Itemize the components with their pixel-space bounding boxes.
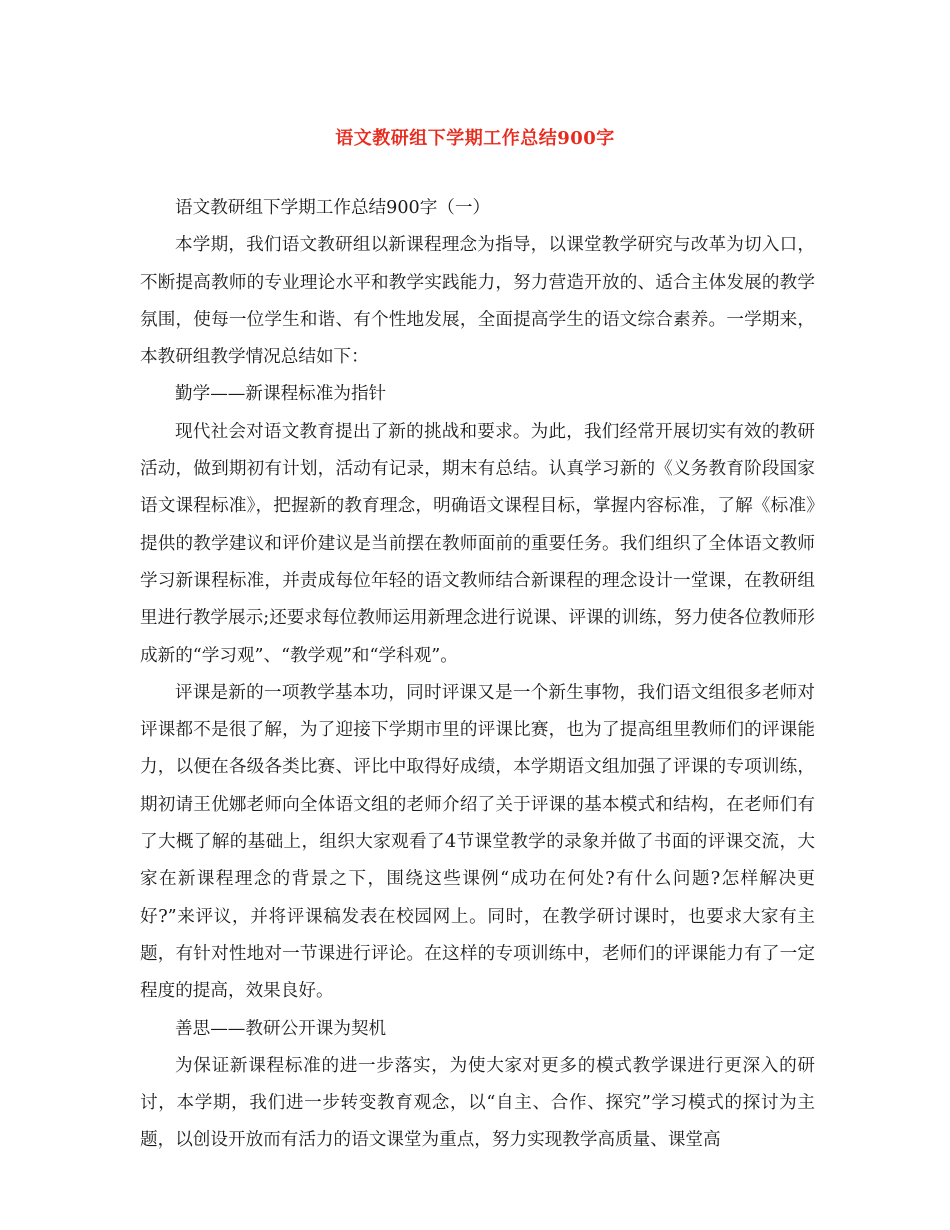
paragraph-open-lessons: 为保证新课程标准的进一步落实，为使大家对更多的模式教学课进行更深入的研讨，本学期，我们进一步转变教育观念，以“自主、合作、探究”学习模式的探讨为主题，以创设开放而有活力的语文课堂为重点，努力实现教学高质量、课堂高 <box>140 1055 815 1151</box>
paragraph-lesson-evaluation: 评课是新的一项教学基本功，同时评课又是一个新生事物，我们语文组很多老师对评课都不是很了解，为了迎接下学期市里的评课比赛，也为了提高组里教师们的评课能力，以便在各级各类比赛、评比中取得好成绩，本学期语文组加强了评课的专项训练，期初请王优娜老师向全体语文组的老师介绍了关于评课的基本模式和结构，在老师们有了大概了解的基础上，组织大家观看了4节课堂教学的录象并做了书面的评课交流，大家在新课程理念的背景之下，围绕这些课例“成功在何处?有什么问题?怎样解决更好?”来评议，并将评课稿发表在校园网上。同时，在教学研讨课时，也要求大家有主题，有针对性地对一节课进行评论。在这样的专项训练中，老师们的评课能力有了一定程度的提高，效果良好。 <box>140 682 815 1002</box>
paragraph-curriculum-standards: 现代社会对语文教育提出了新的挑战和要求。为此，我们经常开展切实有效的教研活动，做到期初有计划，活动有记录，期末有总结。认真学习新的《义务教育阶段国家语文课程标准》，把握新的教育理念，明确语文课程目标，掌握内容标准，了解《标准》提供的教学建议和评价建议是当前摆在教师面前的重要任务。我们组织了全体语文教师学习新课程标准，并责成每位年轻的语文教师结合新课程的理念设计一堂课，在教研组里进行教学展示;还要求每位教师运用新理念进行说课、评课的训练，努力使各位教师形成新的“学习观”、“教学观”和“学科观”。 <box>140 421 815 666</box>
section-heading-part-one: 语文教研组下学期工作总结900字（一） <box>175 198 491 218</box>
document-body <box>140 190 815 1160</box>
subheading-diligent-study: 勤学——新课程标准为指针 <box>175 384 387 405</box>
subheading-good-thinking: 善思——教研公开课为契机 <box>175 1018 387 1039</box>
document-title: 语文教研组下学期工作总结900字 <box>335 128 615 149</box>
intro-paragraph: 本学期，我们语文教研组以新课程理念为指导，以课堂教学研究与改革为切入口，不断提高教师的专业理论水平和教学实践能力，努力营造开放的、适合主体发展的教学氛围，使每一位学生和谐、有个性地发展，全面提高学生的语文综合素养。一学期来，本教研组教学情况总结如下： <box>140 235 815 368</box>
